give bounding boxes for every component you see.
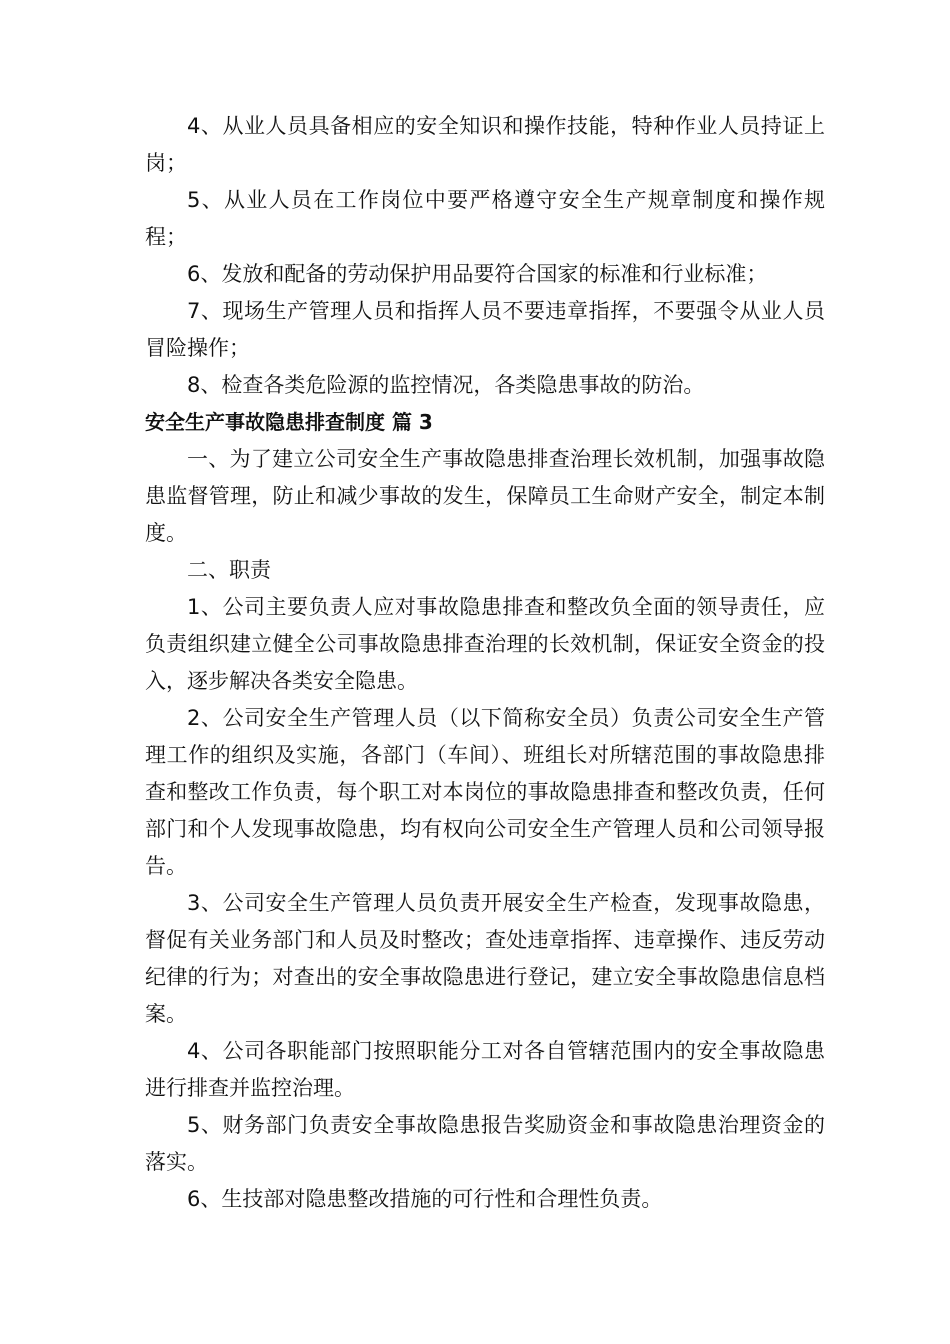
paragraph-item-4: 4、从业人员具备相应的安全知识和操作技能，特种作业人员持证上岗； <box>145 114 825 175</box>
paragraph-purpose: 一、为了建立公司安全生产事故隐患排查治理长效机制，加强事故隐患监督管理，防止和减少事故的发生，保障员工生命财产安全，制定本制度。 <box>145 447 825 545</box>
section-heading: 安全生产事故隐患排查制度 篇 3 <box>145 410 433 434</box>
paragraph-item-8: 8、检查各类危险源的监控情况，各类隐患事故的防治。 <box>187 373 705 397</box>
document-page <box>145 108 825 1218</box>
paragraph-duty-5: 5、财务部门负责安全事故隐患报告奖励资金和事故隐患治理资金的落实。 <box>145 1113 825 1174</box>
paragraph-duty-1: 1、公司主要负责人应对事故隐患排查和整改负全面的领导责任，应负责组织建立健全公司事故隐患排查治理的长效机制，保证安全资金的投入，逐步解决各类安全隐患。 <box>145 595 825 693</box>
paragraph-duty-3: 3、公司安全生产管理人员负责开展安全生产检查，发现事故隐患，督促有关业务部门和人员及时整改；查处违章指挥、违章操作、违反劳动纪律的行为；对查出的安全事故隐患进行登记，建立安全事故隐患信息档案。 <box>145 891 825 1026</box>
paragraph-duties-title: 二、职责 <box>187 558 271 582</box>
paragraph-duty-4: 4、公司各职能部门按照职能分工对各自管辖范围内的安全事故隐患进行排查并监控治理。 <box>145 1039 825 1100</box>
paragraph-item-7: 7、现场生产管理人员和指挥人员不要违章指挥，不要强令从业人员冒险操作； <box>145 299 825 360</box>
paragraph-duty-2: 2、公司安全生产管理人员（以下简称安全员）负责公司安全生产管理工作的组织及实施，各部门（车间）、班组长对所辖范围的事故隐患排查和整改工作负责，每个职工对本岗位的事故隐患排查和整改负责，任何部门和个人发现事故隐患，均有权向公司安全生产管理人员和公司领导报告。 <box>145 706 825 878</box>
paragraph-duty-6: 6、生技部对隐患整改措施的可行性和合理性负责。 <box>187 1187 663 1211</box>
paragraph-item-6: 6、发放和配备的劳动保护用品要符合国家的标准和行业标准； <box>187 262 768 286</box>
paragraph-item-5: 5、从业人员在工作岗位中要严格遵守安全生产规章制度和操作规程； <box>145 188 825 249</box>
